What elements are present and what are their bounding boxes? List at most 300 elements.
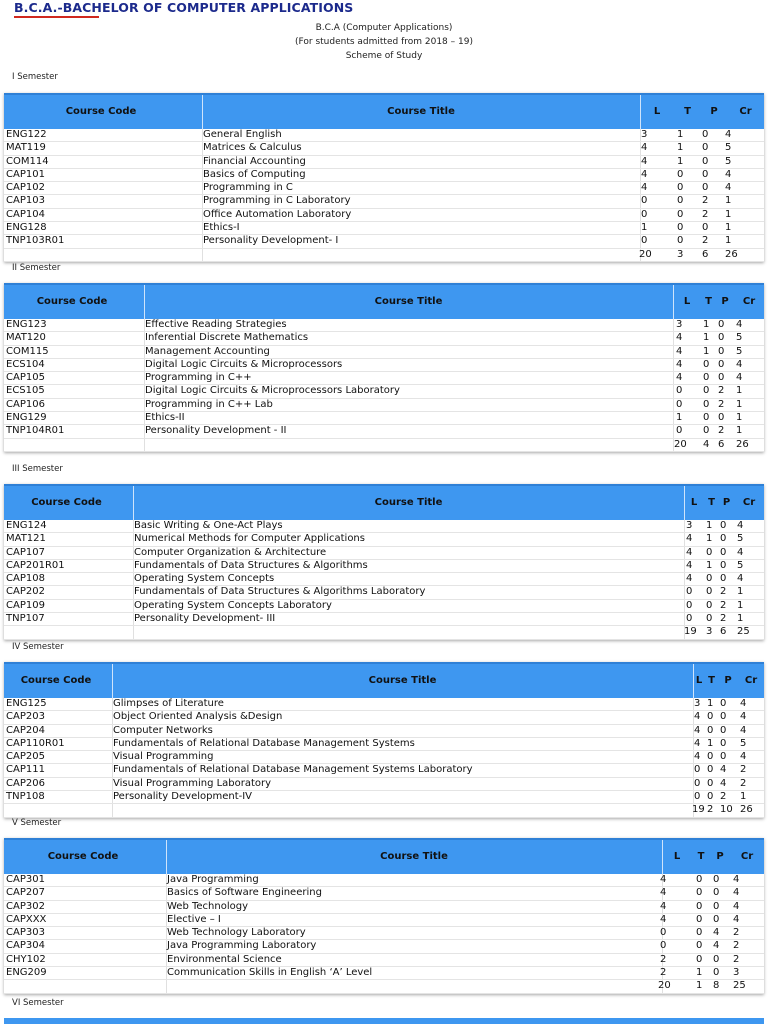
total-t: 3 — [677, 248, 684, 260]
header-divider — [202, 95, 203, 129]
total-p: 8 — [713, 980, 720, 992]
course-cr: 1 — [737, 613, 744, 625]
course-title: Personality Development- I — [203, 235, 339, 247]
total-l: 20 — [658, 980, 671, 992]
course-t: 0 — [703, 358, 710, 370]
scheme-label: Scheme of Study — [345, 51, 423, 61]
header-cr: Cr — [739, 106, 752, 117]
total-t: 1 — [696, 980, 703, 992]
course-cr: 2 — [733, 927, 740, 939]
course-cr: 5 — [725, 142, 732, 154]
table-row — [4, 901, 764, 914]
header-t: T — [697, 851, 705, 862]
course-cr: 5 — [740, 737, 747, 749]
total-cr: 26 — [740, 804, 753, 816]
course-cr: 4 — [736, 319, 743, 330]
header-course-title: Course Title — [387, 106, 455, 117]
course-t: 0 — [696, 927, 703, 939]
course-code: CAP201R01 — [6, 559, 65, 571]
table-row — [4, 887, 764, 900]
table-row — [4, 359, 764, 372]
course-code: TNP103R01 — [6, 235, 65, 247]
table-body — [4, 520, 764, 640]
table-row — [4, 129, 764, 142]
course-title: Office Automation Laboratory — [203, 208, 352, 220]
course-cr: 4 — [733, 900, 740, 912]
table-row — [4, 412, 764, 425]
table-row — [4, 182, 764, 195]
total-cr: 25 — [733, 980, 746, 992]
course-l: 2 — [660, 953, 667, 965]
course-p: 0 — [720, 533, 727, 545]
course-l: 4 — [676, 345, 683, 357]
course-title: Ethics-II — [145, 412, 185, 424]
course-p: 0 — [718, 358, 725, 370]
course-p: 2 — [720, 599, 727, 611]
course-p: 0 — [720, 698, 727, 709]
course-code: CAP301 — [6, 874, 45, 885]
course-l: 4 — [660, 900, 667, 912]
course-code: ENG124 — [6, 520, 47, 531]
course-p: 0 — [702, 142, 709, 154]
course-l: 4 — [641, 142, 648, 154]
header-course-code: Course Code — [20, 675, 92, 686]
course-title: Personality Development-IV — [113, 791, 253, 803]
course-p: 0 — [720, 737, 727, 749]
course-title: Financial Accounting — [203, 155, 306, 167]
course-t: 0 — [706, 586, 713, 598]
table-row — [4, 954, 764, 967]
course-code: CHY102 — [6, 953, 46, 965]
table-row — [4, 791, 764, 804]
table-row — [4, 209, 764, 222]
course-l: 0 — [660, 940, 667, 952]
course-table — [4, 662, 764, 818]
course-title: Operating System Concepts — [134, 573, 275, 585]
table-row — [4, 764, 764, 777]
course-title: General English — [203, 129, 282, 140]
course-title: Effective Reading Strategies — [145, 319, 287, 330]
course-l: 4 — [676, 358, 683, 370]
table-row — [4, 142, 764, 155]
course-t: 0 — [703, 385, 710, 397]
course-code: CAP108 — [6, 573, 45, 585]
course-cr: 4 — [740, 711, 747, 723]
total-t: 4 — [703, 438, 710, 450]
course-t: 0 — [706, 573, 713, 585]
course-title: Basics of Software Engineering — [167, 887, 322, 899]
semester-label-vi: VI Semester — [12, 998, 64, 1008]
course-l: 4 — [686, 533, 693, 545]
course-code: ENG122 — [6, 129, 47, 140]
course-p: 0 — [702, 168, 709, 180]
table-row — [4, 927, 764, 940]
table-row — [4, 332, 764, 345]
course-cr: 4 — [733, 913, 740, 925]
course-t: 1 — [696, 967, 703, 979]
course-t: 0 — [677, 168, 684, 180]
table-row — [4, 600, 764, 613]
table-row — [4, 738, 764, 751]
course-p: 4 — [713, 940, 720, 952]
course-cr: 5 — [737, 559, 744, 571]
table-row — [4, 222, 764, 235]
table-row — [4, 914, 764, 927]
table-row — [4, 547, 764, 560]
course-t: 0 — [703, 398, 710, 410]
course-cr: 4 — [733, 874, 740, 885]
table-row — [4, 169, 764, 182]
course-code: CAP105 — [6, 372, 45, 384]
course-code: COM115 — [6, 345, 49, 357]
course-cr: 1 — [740, 791, 747, 803]
course-cr: 1 — [725, 208, 732, 220]
course-cr: 1 — [736, 385, 743, 397]
table-body — [4, 129, 764, 262]
course-cr: 4 — [740, 724, 747, 736]
total-row — [4, 626, 764, 639]
course-title: Elective – I — [167, 913, 221, 925]
total-l: 20 — [674, 438, 687, 450]
course-t: 1 — [677, 155, 684, 167]
header-divider — [640, 95, 641, 129]
total-row — [4, 804, 764, 817]
table-row — [4, 372, 764, 385]
course-p: 0 — [718, 332, 725, 344]
header-l: L — [673, 851, 681, 862]
course-code: CAP102 — [6, 182, 45, 194]
course-l: 4 — [686, 546, 693, 558]
course-p: 4 — [720, 764, 727, 776]
course-t: 0 — [707, 791, 714, 803]
course-title: Fundamentals of Data Structures & Algorithms — [134, 559, 368, 571]
course-code: ECS105 — [6, 385, 45, 397]
table-row — [4, 156, 764, 169]
course-cr: 5 — [725, 155, 732, 167]
table-row — [4, 725, 764, 738]
course-code: ENG209 — [6, 967, 47, 979]
course-code: CAP302 — [6, 900, 45, 912]
course-l: 3 — [694, 698, 701, 709]
course-l: 0 — [676, 385, 683, 397]
header-cr: Cr — [744, 675, 758, 686]
course-t: 0 — [706, 599, 713, 611]
course-p: 2 — [702, 195, 709, 207]
header-cr: Cr — [740, 851, 754, 862]
course-l: 1 — [676, 412, 683, 424]
course-title: Object Oriented Analysis &Design — [113, 711, 283, 723]
course-code: TNP108 — [6, 791, 45, 803]
total-row — [4, 249, 764, 262]
course-t: 0 — [706, 613, 713, 625]
header-course-code: Course Code — [36, 296, 108, 307]
table-row — [4, 711, 764, 724]
course-code: MAT120 — [6, 332, 46, 344]
course-t: 1 — [707, 698, 714, 709]
course-title: Communication Skills in English ‘A’ Level — [167, 967, 373, 979]
course-p: 0 — [720, 559, 727, 571]
course-t: 0 — [703, 372, 710, 384]
course-t: 0 — [696, 940, 703, 952]
semester-label: I Semester — [12, 72, 58, 82]
course-p: 4 — [720, 777, 727, 789]
table-row — [4, 425, 764, 438]
course-p: 2 — [702, 235, 709, 247]
course-cr: 4 — [737, 573, 744, 585]
course-p: 0 — [718, 412, 725, 424]
header-divider — [166, 840, 167, 874]
course-code: CAP204 — [6, 724, 45, 736]
course-code: MAT119 — [6, 142, 46, 154]
course-l: 0 — [686, 599, 693, 611]
course-code: CAP101 — [6, 168, 45, 180]
course-cr: 4 — [737, 520, 744, 531]
course-code: CAP111 — [6, 764, 45, 776]
course-l: 4 — [676, 332, 683, 344]
course-t: 0 — [696, 887, 703, 899]
course-code: CAP303 — [6, 927, 45, 939]
course-code: CAP205 — [6, 751, 45, 763]
course-title: Programming in C++ — [145, 372, 252, 384]
course-t: 0 — [703, 425, 710, 437]
course-p: 0 — [713, 874, 720, 885]
course-p: 0 — [718, 372, 725, 384]
course-cr: 1 — [736, 425, 743, 437]
table-row — [4, 613, 764, 626]
total-row — [4, 439, 764, 452]
course-p: 0 — [713, 967, 720, 979]
course-title: Visual Programming — [113, 751, 214, 763]
header-p: P — [716, 851, 724, 862]
header-p: P — [710, 106, 718, 117]
course-code: CAP104 — [6, 208, 45, 220]
course-p: 0 — [702, 182, 709, 194]
course-l: 4 — [694, 711, 701, 723]
header-course-code: Course Code — [31, 497, 102, 508]
course-t: 0 — [707, 711, 714, 723]
course-title: Basics of Computing — [203, 168, 306, 180]
course-cr: 2 — [733, 940, 740, 952]
course-code: CAP110R01 — [6, 737, 65, 749]
course-p: 2 — [718, 425, 725, 437]
total-row — [4, 980, 764, 993]
course-l: 0 — [694, 791, 701, 803]
table-body — [4, 319, 764, 452]
course-l: 4 — [694, 751, 701, 763]
table-row — [4, 520, 764, 533]
course-l: 4 — [660, 887, 667, 899]
table-row — [4, 698, 764, 711]
table-row — [4, 319, 764, 332]
table-header — [4, 484, 764, 520]
course-title: Fundamentals of Data Structures & Algorithms Laboratory — [134, 586, 426, 598]
course-title: Digital Logic Circuits & Microprocessors — [145, 358, 343, 370]
course-title: Fundamentals of Relational Database Management Systems — [113, 737, 415, 749]
table-row — [4, 751, 764, 764]
course-title: Glimpses of Literature — [113, 698, 224, 709]
course-title: Personality Development- III — [134, 613, 276, 625]
course-title: Programming in C++ Lab — [145, 398, 273, 410]
table-body — [4, 874, 764, 994]
course-l: 0 — [694, 764, 701, 776]
course-cr: 4 — [725, 168, 732, 180]
course-p: 0 — [720, 751, 727, 763]
course-title: Numerical Methods for Computer Applications — [134, 533, 365, 545]
table-row — [4, 967, 764, 980]
header-course-title: Course Title — [374, 296, 443, 307]
course-l: 1 — [641, 222, 648, 234]
course-p: 0 — [713, 887, 720, 899]
course-l: 2 — [660, 967, 667, 979]
course-cr: 4 — [740, 698, 747, 709]
course-code: CAP106 — [6, 398, 45, 410]
total-cr: 26 — [725, 248, 738, 260]
course-cr: 4 — [737, 546, 744, 558]
course-p: 2 — [702, 208, 709, 220]
course-code: CAP304 — [6, 940, 45, 952]
course-cr: 1 — [725, 235, 732, 247]
header-course-title: Course Title — [374, 497, 443, 508]
course-cr: 1 — [725, 195, 732, 207]
course-title: Visual Programming Laboratory — [113, 777, 272, 789]
header-course-title: Course Title — [368, 675, 437, 686]
course-t: 1 — [706, 520, 713, 531]
total-l: 19 — [692, 804, 705, 816]
total-cr: 25 — [737, 626, 750, 638]
course-title: Web Technology Laboratory — [167, 927, 306, 939]
course-cr: 4 — [736, 372, 743, 384]
header-p: P — [721, 296, 729, 307]
course-t: 1 — [707, 737, 714, 749]
course-title: Digital Logic Circuits & Microprocessors Laboratory — [145, 385, 400, 397]
course-code: CAPXXX — [6, 913, 47, 925]
total-p: 6 — [720, 626, 727, 638]
total-p: 10 — [720, 804, 733, 816]
course-cr: 4 — [725, 182, 732, 194]
course-p: 0 — [720, 520, 727, 531]
course-code: MAT121 — [6, 533, 46, 545]
course-code: CAP203 — [6, 711, 45, 723]
course-p: 2 — [720, 586, 727, 598]
course-p: 2 — [720, 791, 727, 803]
course-p: 0 — [713, 953, 720, 965]
course-title: Operating System Concepts Laboratory — [134, 599, 332, 611]
total-t: 3 — [706, 626, 713, 638]
header-l: L — [690, 497, 698, 508]
course-cr: 3 — [733, 967, 740, 979]
header-divider — [144, 285, 145, 319]
header-divider — [112, 664, 113, 698]
header-l: L — [695, 675, 703, 686]
header-course-code: Course Code — [47, 851, 119, 862]
header-t: T — [708, 675, 715, 686]
header-p: P — [724, 675, 732, 686]
course-t: 1 — [677, 142, 684, 154]
course-p: 0 — [720, 546, 727, 558]
course-title: Environmental Science — [167, 953, 282, 965]
course-l: 0 — [676, 425, 683, 437]
course-cr: 1 — [736, 398, 743, 410]
course-t: 0 — [696, 913, 703, 925]
course-code: ENG125 — [6, 698, 47, 709]
header-cr: Cr — [742, 497, 756, 508]
header-course-code: Course Code — [65, 106, 137, 117]
table-header — [4, 283, 764, 319]
course-title: Programming in C — [203, 182, 293, 194]
total-p: 6 — [702, 248, 709, 260]
course-title: Ethics-I — [203, 222, 240, 234]
course-t: 0 — [677, 208, 684, 220]
course-l: 4 — [686, 573, 693, 585]
course-code: CAP103 — [6, 195, 45, 207]
total-p: 6 — [718, 438, 725, 450]
course-title: Management Accounting — [145, 345, 270, 357]
course-cr: 4 — [740, 751, 747, 763]
course-code: ENG129 — [6, 412, 47, 424]
course-l: 0 — [641, 195, 648, 207]
course-p: 2 — [720, 613, 727, 625]
course-cr: 5 — [736, 332, 743, 344]
course-cr: 5 — [737, 533, 744, 545]
course-p: 0 — [720, 724, 727, 736]
course-t: 1 — [703, 345, 710, 357]
admission-note: (For students admitted from 2018 – 19) — [295, 37, 473, 47]
header-p: P — [722, 497, 731, 508]
course-t: 0 — [696, 874, 703, 885]
course-title: Computer Networks — [113, 724, 213, 736]
course-p: 2 — [718, 385, 725, 397]
course-code: ENG123 — [6, 319, 47, 330]
course-code: CAP202 — [6, 586, 45, 598]
course-p: 0 — [702, 129, 709, 140]
course-l: 4 — [641, 168, 648, 180]
course-table — [4, 93, 764, 262]
course-cr: 1 — [737, 586, 744, 598]
course-cr: 4 — [725, 129, 732, 140]
table-row — [4, 385, 764, 398]
course-title: Matrices & Calculus — [203, 142, 302, 154]
table-body — [4, 698, 764, 818]
course-cr: 1 — [737, 599, 744, 611]
course-t: 0 — [677, 235, 684, 247]
course-title: Basic Writing & One-Act Plays — [134, 520, 283, 531]
semester-label: IV Semester — [12, 642, 64, 652]
course-t: 0 — [707, 751, 714, 763]
course-p: 0 — [702, 155, 709, 167]
course-title: Java Programming — [167, 874, 259, 885]
course-t: 0 — [696, 900, 703, 912]
course-t: 0 — [707, 777, 714, 789]
header-l: L — [653, 106, 661, 117]
page-title: B.C.A.-BACHELOR OF COMPUTER APPLICATIONS — [14, 0, 354, 15]
course-l: 4 — [660, 874, 667, 885]
course-p: 4 — [713, 927, 720, 939]
table-row — [4, 235, 764, 248]
course-t: 1 — [703, 319, 710, 330]
course-t: 1 — [706, 559, 713, 571]
course-l: 4 — [641, 182, 648, 194]
course-l: 4 — [660, 913, 667, 925]
header-divider — [693, 664, 694, 698]
course-code: TNP104R01 — [6, 425, 65, 437]
course-t: 0 — [707, 724, 714, 736]
table-header — [4, 93, 764, 129]
total-l: 19 — [684, 626, 697, 638]
course-cr: 4 — [736, 358, 743, 370]
header-t: T — [705, 296, 712, 307]
table-row — [4, 346, 764, 359]
course-title: Personality Development - II — [145, 425, 287, 437]
